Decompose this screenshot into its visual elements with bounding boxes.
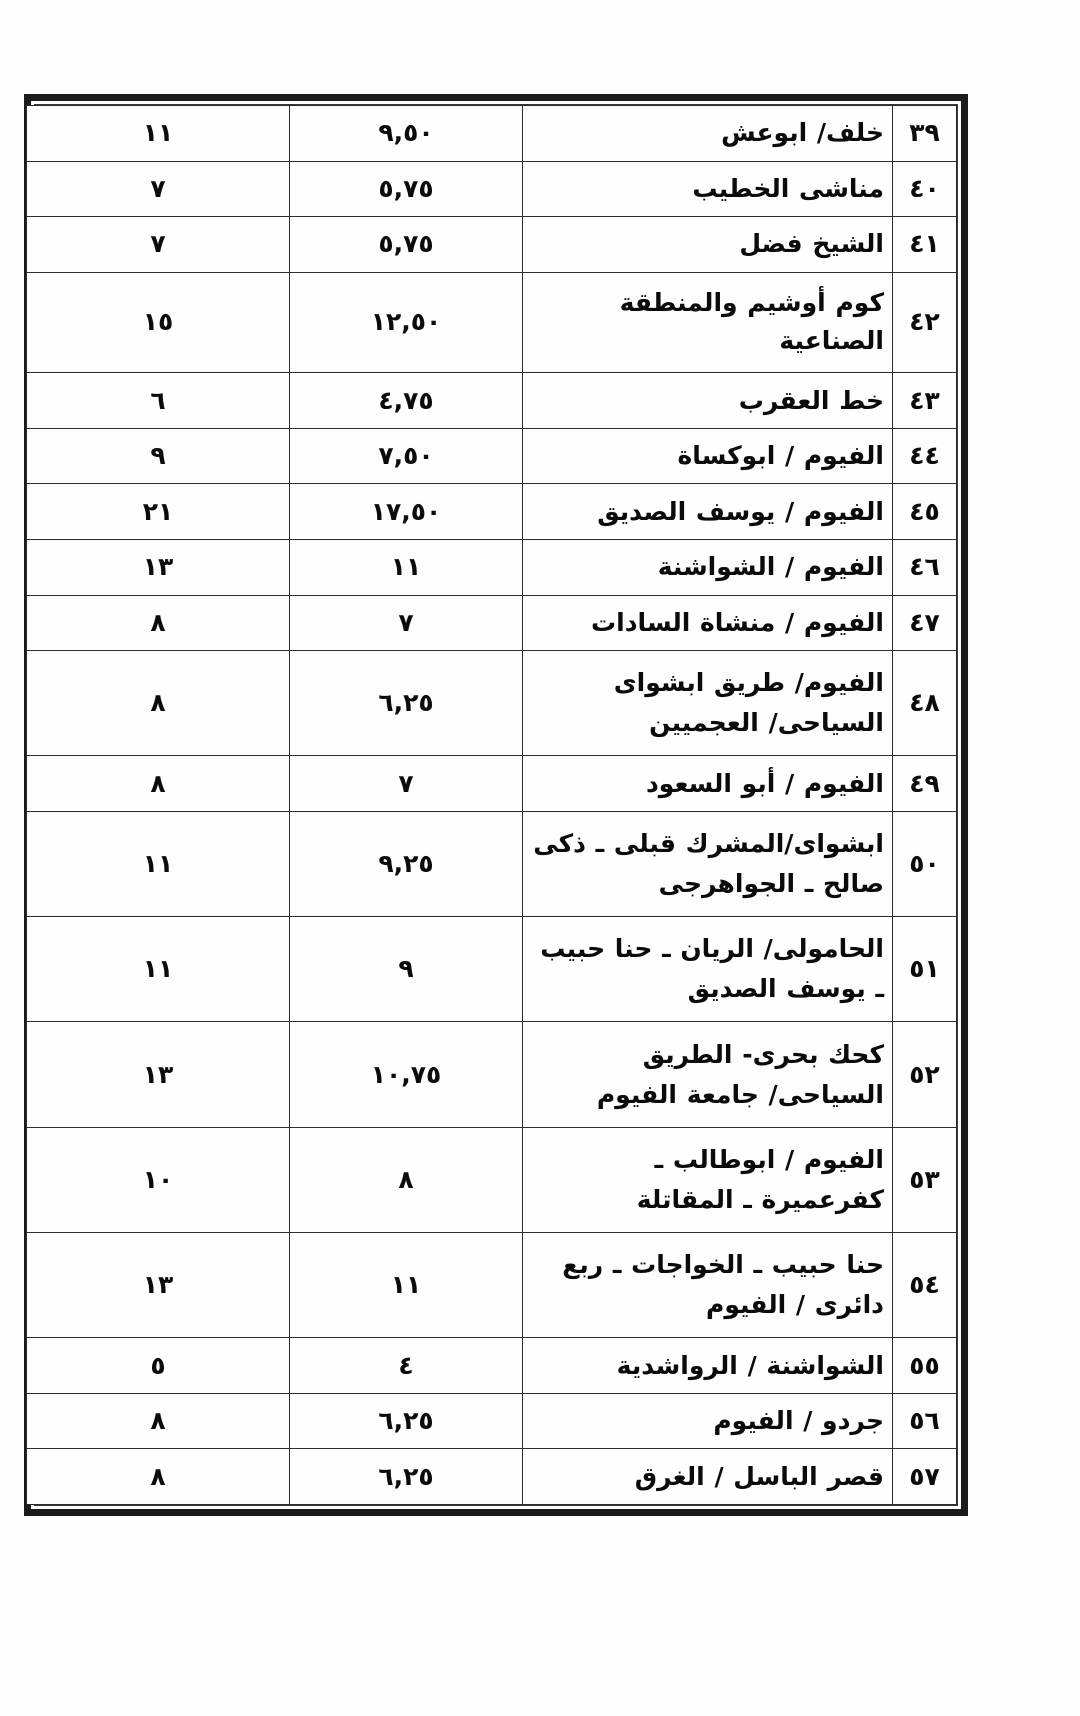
route-name-cell: قصر الباسل / الغرق <box>523 1449 893 1505</box>
table-row <box>27 1338 957 1394</box>
route-name-cell: الشواشنة / الرواشدية <box>523 1338 893 1394</box>
table-row <box>27 106 957 162</box>
fare-before-cell: ٩ <box>290 917 523 1022</box>
route-name-cell: الفيوم / الشواشنة <box>523 539 893 595</box>
route-name-cell: حنا حبيب ـ الخواجات ـ ربع دائرى / الفيوم <box>523 1232 893 1337</box>
fare-table-body <box>27 106 957 1505</box>
fare-after-cell: ١١ <box>27 106 290 162</box>
row-number-cell: ٤٩ <box>893 756 957 812</box>
route-name-cell: الفيوم/ طريق ابشواى السياحى/ العجميين <box>523 651 893 756</box>
route-name-cell: الفيوم / أبو السعود <box>523 756 893 812</box>
fare-before-cell: ١١ <box>290 1232 523 1337</box>
table-row <box>27 917 957 1022</box>
fare-before-cell: ٩,٥٠ <box>290 106 523 162</box>
table-row <box>27 1232 957 1337</box>
fare-before-cell: ٧ <box>290 595 523 651</box>
fare-before-cell: ٤,٧٥ <box>290 373 523 429</box>
table-row <box>27 1449 957 1505</box>
table-row <box>27 651 957 756</box>
table-row <box>27 484 957 540</box>
fare-after-cell: ٧ <box>27 217 290 273</box>
route-name-cell: كحك بحرى- الطريق السياحى/ جامعة الفيوم <box>523 1022 893 1127</box>
row-number-cell: ٤٧ <box>893 595 957 651</box>
table-row <box>27 217 957 273</box>
fare-before-cell: ٦,٢٥ <box>290 651 523 756</box>
row-number-cell: ٤٤ <box>893 428 957 484</box>
fare-after-cell: ٨ <box>27 756 290 812</box>
fare-after-cell: ٦ <box>27 373 290 429</box>
fare-after-cell: ٢١ <box>27 484 290 540</box>
table-row <box>27 373 957 429</box>
table-row <box>27 272 957 373</box>
fare-table-frame <box>24 94 968 1516</box>
row-number-cell: ٥٢ <box>893 1022 957 1127</box>
row-number-cell: ٤٢ <box>893 272 957 373</box>
row-number-cell: ٤٦ <box>893 539 957 595</box>
fare-after-cell: ٥ <box>27 1338 290 1394</box>
row-number-cell: ٥٠ <box>893 811 957 916</box>
row-number-cell: ٥٥ <box>893 1338 957 1394</box>
route-name-cell: الفيوم / ابوكساة <box>523 428 893 484</box>
fare-after-cell: ١١ <box>27 811 290 916</box>
route-name-cell: خط العقرب <box>523 373 893 429</box>
row-number-cell: ٤١ <box>893 217 957 273</box>
fare-before-cell: ٦,٢٥ <box>290 1393 523 1449</box>
fare-after-cell: ١٣ <box>27 1022 290 1127</box>
fare-after-cell: ١٠ <box>27 1127 290 1232</box>
fare-table-frame-inner <box>34 104 958 1506</box>
fare-before-cell: ٦,٢٥ <box>290 1449 523 1505</box>
fare-after-cell: ٨ <box>27 595 290 651</box>
row-number-cell: ٥٦ <box>893 1393 957 1449</box>
fare-before-cell: ٥,٧٥ <box>290 217 523 273</box>
fare-before-cell: ٧,٥٠ <box>290 428 523 484</box>
fare-before-cell: ١٠,٧٥ <box>290 1022 523 1127</box>
route-name-cell: الشيخ فضل <box>523 217 893 273</box>
row-number-cell: ٣٩ <box>893 106 957 162</box>
route-name-cell: الفيوم / ابوطالب ـ كفرعميرة ـ المقاتلة <box>523 1127 893 1232</box>
table-row <box>27 595 957 651</box>
row-number-cell: ٥١ <box>893 917 957 1022</box>
fare-table <box>26 105 957 1505</box>
fare-before-cell: ١٢,٥٠ <box>290 272 523 373</box>
table-row <box>27 161 957 217</box>
table-row <box>27 428 957 484</box>
table-row <box>27 811 957 916</box>
fare-after-cell: ١٥ <box>27 272 290 373</box>
route-name-cell: الحامولى/ الريان ـ حنا حبيب ـ يوسف الصديق <box>523 917 893 1022</box>
route-name-cell: جردو / الفيوم <box>523 1393 893 1449</box>
route-name-cell: الفيوم / منشاة السادات <box>523 595 893 651</box>
row-number-cell: ٥٧ <box>893 1449 957 1505</box>
route-name-cell: الفيوم / يوسف الصديق <box>523 484 893 540</box>
row-number-cell: ٤٠ <box>893 161 957 217</box>
fare-before-cell: ٩,٢٥ <box>290 811 523 916</box>
fare-after-cell: ٨ <box>27 1393 290 1449</box>
fare-after-cell: ٧ <box>27 161 290 217</box>
fare-before-cell: ١١ <box>290 539 523 595</box>
route-name-cell: خلف/ ابوعش <box>523 106 893 162</box>
table-row <box>27 756 957 812</box>
row-number-cell: ٤٨ <box>893 651 957 756</box>
table-row <box>27 1022 957 1127</box>
fare-after-cell: ١١ <box>27 917 290 1022</box>
route-name-cell: ابشواى/المشرك قبلى ـ ذكى صالح ـ الجواهرجى <box>523 811 893 916</box>
table-row <box>27 1393 957 1449</box>
fare-after-cell: ٩ <box>27 428 290 484</box>
row-number-cell: ٥٤ <box>893 1232 957 1337</box>
table-row <box>27 539 957 595</box>
fare-before-cell: ٧ <box>290 756 523 812</box>
route-name-cell: مناشى الخطيب <box>523 161 893 217</box>
fare-after-cell: ١٣ <box>27 1232 290 1337</box>
fare-before-cell: ٨ <box>290 1127 523 1232</box>
row-number-cell: ٤٣ <box>893 373 957 429</box>
route-name-cell: كوم أوشيم والمنطقة الصناعية <box>523 272 893 373</box>
fare-after-cell: ١٣ <box>27 539 290 595</box>
table-row <box>27 1127 957 1232</box>
row-number-cell: ٤٥ <box>893 484 957 540</box>
fare-before-cell: ٤ <box>290 1338 523 1394</box>
fare-before-cell: ٥,٧٥ <box>290 161 523 217</box>
row-number-cell: ٥٣ <box>893 1127 957 1232</box>
fare-before-cell: ١٧,٥٠ <box>290 484 523 540</box>
fare-after-cell: ٨ <box>27 1449 290 1505</box>
fare-after-cell: ٨ <box>27 651 290 756</box>
